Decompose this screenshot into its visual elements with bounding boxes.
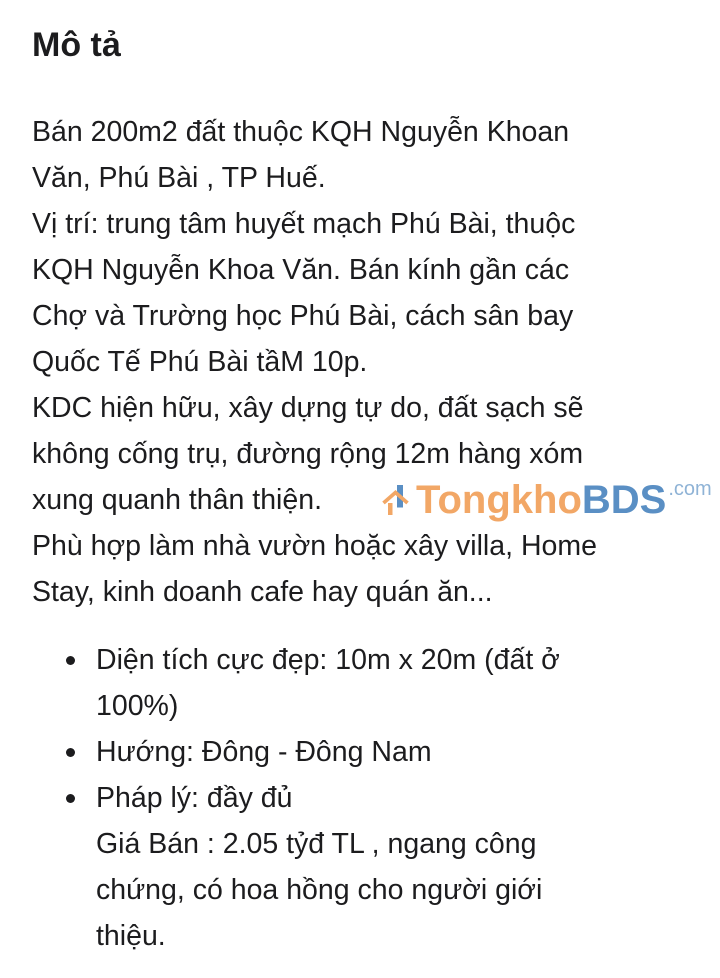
bullet-icon	[66, 748, 75, 757]
text-line: Giá Bán : 2.05 tỷđ TL , ngang công	[96, 828, 537, 860]
text-line: Diện tích cực đẹp: 10m x 20m (đất ở	[96, 644, 560, 676]
watermark-text: BDS	[581, 478, 667, 522]
description-paragraph	[32, 109, 597, 615]
bullet-icon	[66, 794, 75, 803]
text-line: xung quanh thân thiện.	[32, 484, 322, 516]
watermark-logo	[382, 477, 712, 523]
house-logo-icon	[382, 482, 412, 518]
text-line: Văn, Phú Bài , TP Huế.	[32, 162, 326, 194]
text-line: Pháp lý: đầy đủ	[96, 782, 293, 814]
bullet-icon	[66, 656, 75, 665]
list-item-legal-price	[32, 775, 560, 959]
text-line: Vị trí: trung tâm huyết mạch Phú Bài, thuộc	[32, 208, 576, 240]
feature-list	[32, 637, 560, 959]
text-line: Hướng: Đông - Đông Nam	[96, 736, 432, 768]
watermark-text: Tong	[416, 478, 511, 522]
text-line: Stay, kinh doanh cafe hay quán ăn...	[32, 576, 493, 608]
text-line: Bán 200m2 đất thuộc KQH Nguyễn Khoan	[32, 116, 570, 148]
list-item-direction	[32, 729, 560, 775]
text-line: thiệu.	[96, 920, 166, 952]
text-line: Quốc Tế Phú Bài tầM 10p.	[32, 346, 368, 378]
list-item-area	[32, 637, 560, 729]
text-line: không cống trụ, đường rộng 12m hàng xóm	[32, 438, 584, 470]
watermark-text: kho	[510, 478, 582, 522]
text-line: Phù hợp làm nhà vườn hoặc xây villa, Home	[32, 530, 597, 562]
text-line: chứng, có hoa hồng cho người giới	[96, 874, 543, 906]
section-title: Mô tả	[32, 26, 121, 64]
text-line: KQH Nguyễn Khoa Văn. Bán kính gần các	[32, 254, 570, 286]
text-line: KDC hiện hữu, xây dựng tự do, đất sạch sẽ	[32, 392, 584, 424]
watermark-suffix: .com	[668, 478, 712, 500]
text-line: 100%)	[96, 690, 179, 722]
text-line: Chợ và Trường học Phú Bài, cách sân bay	[32, 300, 574, 332]
